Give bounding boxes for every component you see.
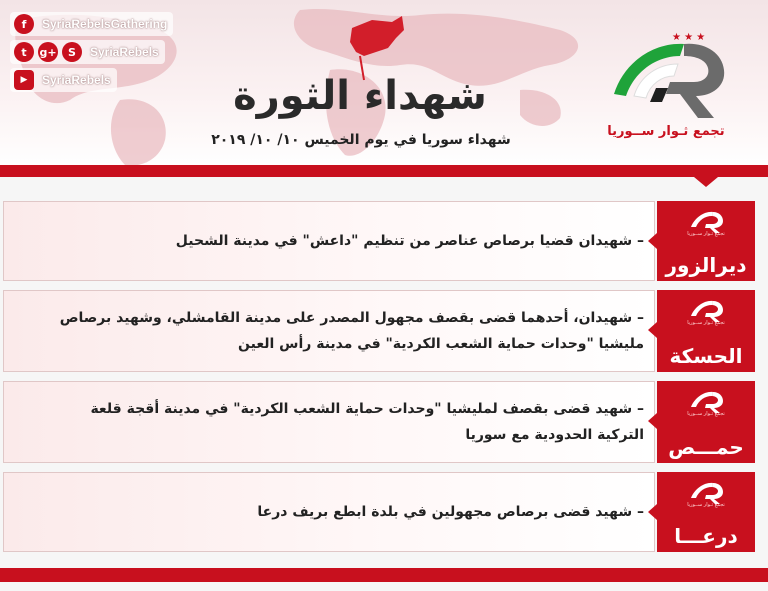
brand-logo-caption: تجمع ثـوار ســوريا: [687, 411, 725, 417]
entry-text: [14, 202, 644, 280]
entry-row: [3, 201, 655, 281]
skype-icon[interactable]: S: [62, 42, 82, 62]
twitter-icon[interactable]: t: [14, 42, 34, 62]
brand-logo-caption: تجمع ثـوار ســوريا: [687, 502, 725, 508]
city-badge: [657, 381, 755, 463]
brand-logo-icon: [604, 22, 734, 122]
brand-logo-icon: [687, 478, 725, 504]
brand-logo-caption: تجمع ثـوار ســوريا: [687, 320, 725, 326]
entry-text: [14, 473, 644, 551]
brand-logo-caption: تجمع ثـوار ســوريا: [687, 231, 725, 237]
youtube-icon: ▶: [14, 70, 34, 90]
brand-logo-icon: [687, 207, 725, 233]
facebook-icon: f: [14, 14, 34, 34]
header: [0, 0, 768, 168]
entry-line: التركية الحدودية مع سوريا: [465, 427, 644, 443]
entry-row: [3, 381, 655, 463]
entry-line: – شهيدان قضيا برصاص عناصر من تنظيم "داعش" في مدينة الشحيل: [175, 233, 644, 249]
city-name: حمـــص: [668, 435, 744, 459]
brand-logo-icon: [687, 387, 725, 413]
facebook-handle[interactable]: SyriaRebelsGathering: [42, 17, 168, 31]
facebook-link[interactable]: [10, 12, 173, 36]
entry-line: – شهيدان، أحدهما قضى بقصف مجهول المصدر على مدينة القامشلي، وشهيد برصاص: [59, 310, 644, 326]
city-name: درعـــا: [674, 524, 738, 548]
page-subtitle: شهداء سوريا في يوم الخميس ١٠/ ١٠/ ٢٠١٩: [211, 132, 511, 148]
youtube-link[interactable]: [10, 68, 117, 92]
brand-logo-icon: [687, 296, 725, 322]
city-name: الحسكة: [669, 344, 743, 368]
bottom-divider-bar: [0, 568, 768, 582]
entry-line: مليشيا "وحدات حماية الشعب الكردية" في مدينة رأس العين: [238, 336, 644, 352]
google-plus-icon[interactable]: g+: [38, 42, 58, 62]
entry-line: – شهيد قضى بقصف لمليشيا "وحدات حماية الشعب الكردية" في مدينة أقجة قلعة: [90, 401, 644, 417]
city-badge: [657, 290, 755, 372]
city-name: ديرالزور: [665, 253, 747, 277]
top-divider-pointer: [694, 177, 718, 187]
top-divider-bar: [0, 165, 768, 177]
city-pointer: [648, 413, 657, 429]
svg-text:★ ★ ★: ★ ★ ★: [672, 32, 706, 43]
entry-text: [14, 382, 644, 462]
youtube-handle[interactable]: SyriaRebels: [42, 73, 111, 87]
city-pointer: [648, 322, 657, 338]
social-links-row: [10, 40, 165, 64]
brand-name: تجمع ثـوار ســوريا: [607, 124, 725, 139]
city-pointer: [648, 233, 657, 249]
skype-handle[interactable]: SyriaRebels: [90, 45, 159, 59]
entry-line: – شهيد قضى برصاص مجهولين في بلدة ابطع بريف درعا: [257, 504, 644, 520]
city-badge: [657, 472, 755, 552]
city-pointer: [648, 504, 657, 520]
entry-row: [3, 472, 655, 552]
entry-text: [14, 291, 644, 371]
city-badge: [657, 201, 755, 281]
page-title: شهداء الثورة: [233, 73, 487, 119]
entry-row: [3, 290, 655, 372]
